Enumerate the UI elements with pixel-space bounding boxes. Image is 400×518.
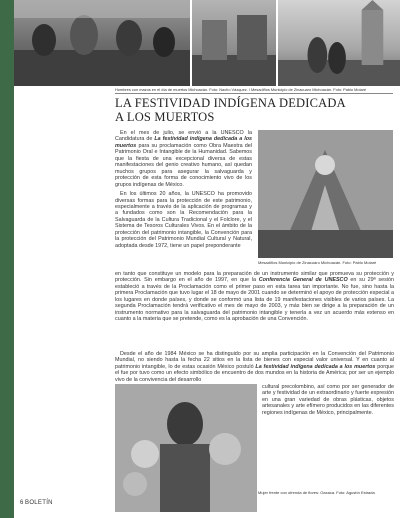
mid-photo-caption: Mesadiños Municipio de Zinacuaro Michoacán. Foto: Pablo Molaré: [258, 260, 377, 265]
article-title: [115, 96, 395, 124]
photo-men-masks: [14, 0, 190, 86]
column-right-text: cultural precolombino, así como por ser generador de arte y festividad de un extraordinario y fuerte expresión en una gran variedad de obras plásticas, objetos artesanales y arte efímero producidos en las diferentes regiones indígenas de México, principalmente.: [262, 384, 394, 416]
full-width-paragraph-1: en tanto que constituye un modelo para la preparación de un instrumento similar que promueva su protección y protección. Sin embargo en el año de 1997, en que la Conferencia General de UNESCO en su 29ª sesión estableció a través de la Proclamación como el primer paso en esta tarea tan importante. No fue, sino hasta la primera Proclamación que tuvo lugar el 18 de mayo de 2001 cuando se determinó el apoyo de protección especial a los lugares en donde países, y donde se conformó una lista de 19 manifestaciones visibles de varios países. La segunda Proclamación tendrá verificativo el mes de mayo de 2003, y más bien se dirige a la preparación de un instrumento normativo para la salvaguarda del patrimonio intangible y tenerla a vez un acuerdo más extenso en cuanto a la materia que se pretende, como es la aprobación de una Convención.: [115, 271, 394, 323]
publication-label: BOLETÍN: [25, 500, 53, 506]
top-photo-caption: Hombres con mazos en el día de muertos Michoacán. Foto: Nacho Vázquez. / Mesadiños Municipio de Zinacuaro Michoacán. Foto: Pablo Molaré: [115, 87, 367, 92]
column-left-text: [115, 130, 252, 252]
title-line-2: A LOS MUERTOS: [115, 110, 215, 124]
bottom-photo-caption: Mujer frente con ofrenda de flores: Oaxaca. Foto: Agustín Estrada: [258, 490, 375, 495]
photo-woman-flowers: [115, 384, 257, 512]
top-photo-strip: [14, 0, 400, 86]
divider: [115, 93, 393, 94]
paragraph: En los últimos 20 años, la UNESCO ha promovido diversas formas para la protección de este patrimonio, especialmente a través de la aplicación de programas y a fundados como son la Recomendación para la Salvaguarda de la Cultura Tradicional y el Folclore, y el Sistema de Tesoros Culturales Vivos. En el ámbito de la protección del patrimonio intangible, la Convención para la protección del Patrimonio Mundial Cultural y Natural, adoptada desde 1972, tiene un papel preponderante: [115, 191, 252, 249]
full-width-paragraph-2: Desde el año de 1984 México se ha distinguido por su amplia participación en la Convención del Patrimonio Mundial, no siendo hasta la fecha 22 sitios en la lista de bienes con especial valor universal. Y en cuanto al patrimonio intangible, lo de estas ocasión México postuló La festividad indígena dedicada a los muertos porque el fue por tuvo como un efecto simbólico de encuentro de dos mundos en la historia de América; por ser un ejemplo vivo de la convivencia del desarrollo: [115, 351, 394, 383]
page-footer: [20, 500, 53, 506]
side-color-bar: [0, 0, 14, 518]
title-line-1: LA FESTIVIDAD INDÍGENA DEDICADA: [115, 96, 346, 110]
page-number: 6: [20, 500, 24, 506]
photo-church: [278, 0, 400, 86]
photo-altar-offering: [258, 130, 393, 258]
paragraph: En el mes de julio, se envió a la UNESCO la Candidatura de La festividad indígena dedicada a los muertos para su proclamación como Obra Maestra del Patrimonio Oral e Intangible de la Humanidad. Sabemos que la fiesta de una excepcional diversa de estas manifestaciones del genio creativo humano, así quedan muchos grupos para asegurar la salvaguarda y protección de esta forma de conocimiento vivo de los grupos indígenas de México.: [115, 130, 252, 188]
photo-market: [192, 0, 276, 86]
